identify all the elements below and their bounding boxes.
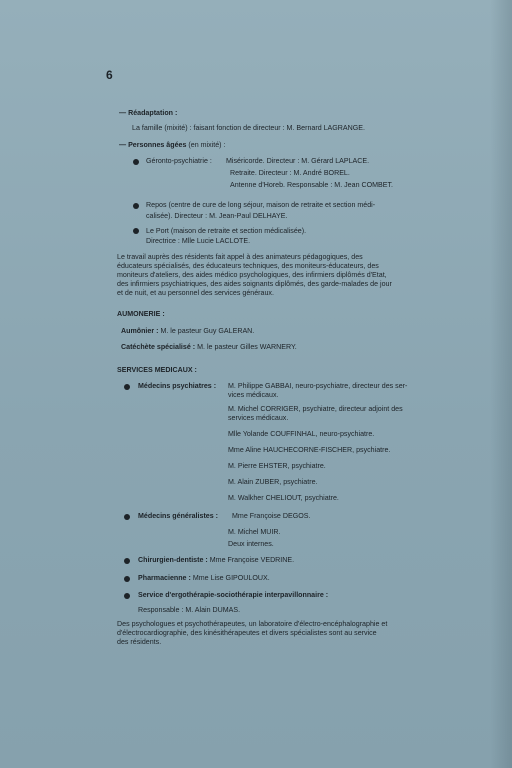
- bullet-icon: [124, 558, 130, 564]
- bullet-icon: [133, 203, 139, 209]
- repos-line-2: calisée). Directeur : M. Jean-Paul DELHAYE.: [146, 212, 288, 220]
- psychiatre-line: Mme Aline HAUCHECORNE-FISCHER, psychiatre.: [228, 446, 391, 454]
- catechete-row: [121, 343, 297, 352]
- closing-paragraph-line: d'électrocardiographie, des kinésithérapeutes et divers spécialistes sont au service: [117, 629, 377, 637]
- catechete-label: Catéchète spécialisé :: [121, 343, 196, 351]
- psychiatre-line: M. Walkher CHELIOUT, psychiatre.: [228, 494, 339, 502]
- repos-line-1: Repos (centre de cure de long séjour, maison de retraite et section médi-: [146, 201, 376, 209]
- aumonier-value: M. le pasteur Guy GALERAN.: [160, 327, 255, 335]
- psychiatre-line: M. Alain ZUBER, psychiatre.: [228, 478, 318, 486]
- psychiatre-line: Mlle Yolande COUFFINHAL, neuro-psychiatre.: [228, 430, 375, 438]
- closing-paragraph-line: des résidents.: [117, 638, 162, 646]
- bullet-icon: [124, 576, 130, 582]
- bullet-icon: [124, 593, 130, 599]
- residents-paragraph-line: moniteurs d'ateliers, des aides médico psychologiques, des infirmiers diplômés d'Etat,: [117, 271, 387, 279]
- residents-paragraph-line: Le travail auprès des résidents fait appel à des animateurs pédagogiques, des: [117, 253, 363, 261]
- bullet-icon: [133, 228, 139, 234]
- residents-paragraph-line: éducateurs spécialisés, des éducateurs techniques, des moniteurs-éducateurs, des: [117, 262, 379, 270]
- geronto-line-3: Antenne d'Horeb. Responsable : M. Jean COMBET.: [230, 181, 394, 189]
- psychiatre-line: services médicaux.: [228, 414, 289, 422]
- bullet-icon: [124, 514, 130, 520]
- pharmacienne-label: Pharmacienne :: [138, 574, 191, 582]
- port-line-1: Le Port (maison de retraite et section médicalisée).: [146, 227, 307, 235]
- pharmacienne-row: [138, 574, 270, 583]
- psychiatres-label: Médecins psychiatres :: [138, 382, 217, 390]
- generalistes-label: Médecins généralistes :: [138, 512, 219, 520]
- catechete-value: M. le pasteur Gilles WARNERY.: [197, 343, 297, 351]
- pharmacienne-value: Mme Lise GIPOULOUX.: [192, 574, 270, 582]
- personnes-agees-note: (en mixité) :: [188, 141, 226, 149]
- residents-paragraph-line: des infirmiers psychiatriques, des aides soignants diplômés, des garde-malades de jour: [117, 280, 392, 288]
- personnes-agees-title: — Personnes âgées: [119, 141, 187, 149]
- bullet-icon: [133, 159, 139, 165]
- page-edge-shadow: [490, 0, 512, 768]
- page-number: 6: [106, 68, 113, 82]
- services-medicaux-heading: SERVICES MEDICAUX :: [117, 366, 197, 374]
- geronto-line-2: Retraite. Directeur : M. André BOREL.: [230, 169, 350, 177]
- psychiatre-line: M. Michel CORRIGER, psychiatre, directeur adjoint des: [228, 405, 403, 413]
- closing-paragraph-line: Des psychologues et psychothérapeutes, un laboratoire d'électro-encéphalographie et: [117, 620, 388, 628]
- dentiste-value: Mme Françoise VEDRINE.: [209, 556, 295, 564]
- psychiatre-line: M. Philippe GABBAI, neuro-psychiatre, directeur des ser-: [228, 382, 408, 390]
- generaliste-line: Deux internes.: [228, 540, 274, 548]
- geronto-label: Géronto-psychiatrie :: [146, 157, 212, 165]
- ergo-label: Service d'ergothérapie-sociothérapie interpavillonnaire :: [138, 591, 329, 599]
- bullet-icon: [124, 384, 130, 390]
- ergo-responsable: Responsable : M. Alain DUMAS.: [138, 606, 241, 614]
- personnes-agees-heading: [119, 141, 225, 150]
- readaptation-line: La famille (mixité) : faisant fonction de directeur : M. Bernard LAGRANGE.: [132, 124, 366, 132]
- dentiste-label: Chirurgien-dentiste :: [138, 556, 208, 564]
- generaliste-line: M. Michel MUIR.: [228, 528, 281, 536]
- geronto-line-1: Miséricorde. Directeur : M. Gérard LAPLACE.: [226, 157, 370, 165]
- psychiatre-line: M. Pierre EHSTER, psychiatre.: [228, 462, 326, 470]
- dentiste-row: [138, 556, 294, 565]
- aumonier-label: Aumônier :: [121, 327, 159, 335]
- generaliste-line: Mme Françoise DEGOS.: [232, 512, 311, 520]
- residents-paragraph-line: et de nuit, et au personnel des services généraux.: [117, 289, 274, 297]
- readaptation-heading: — Réadaptation :: [119, 109, 178, 117]
- aumonier-row: [121, 327, 254, 336]
- aumonerie-heading: AUMONERIE :: [117, 310, 165, 318]
- psychiatre-line: vices médicaux.: [228, 391, 279, 399]
- port-line-2: Directrice : Mlle Lucie LACLOTE.: [146, 237, 251, 245]
